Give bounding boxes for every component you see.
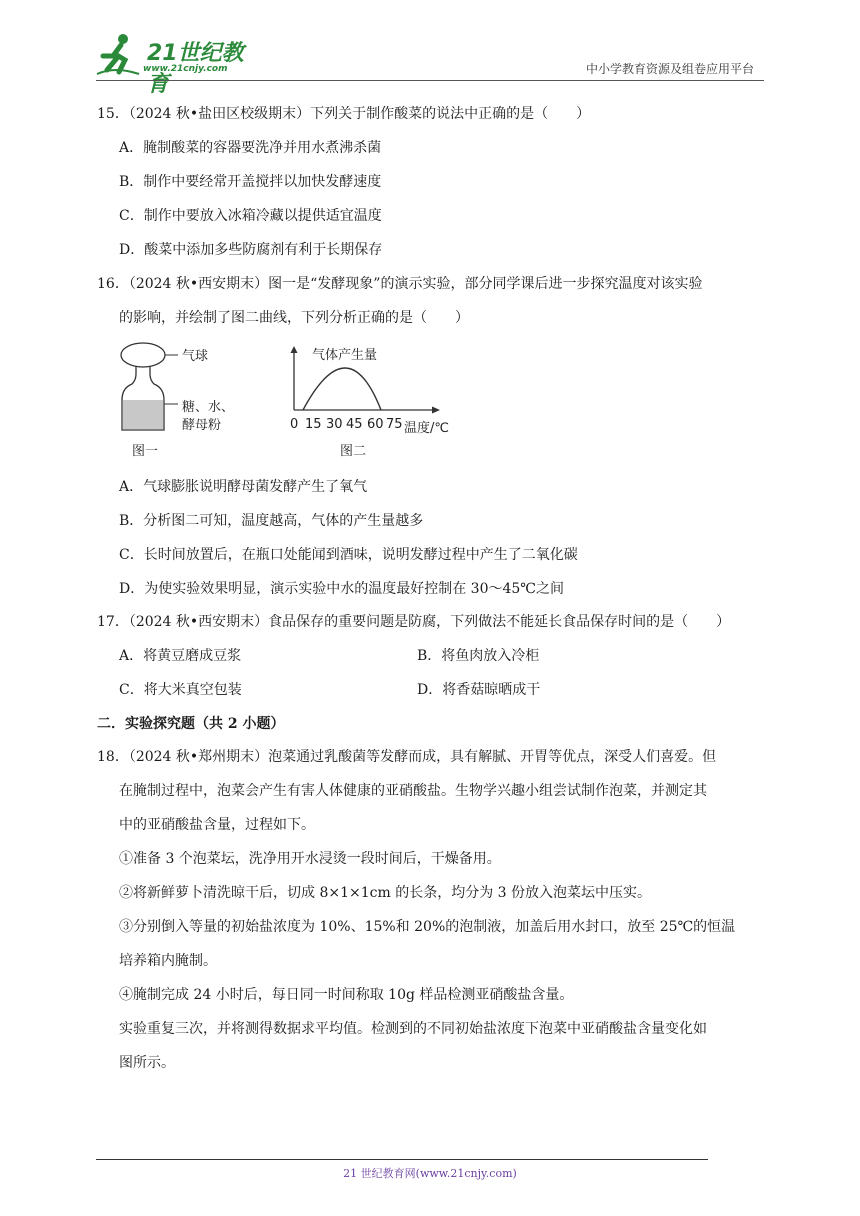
logo-url: www.21cnjy.com xyxy=(143,64,228,74)
q15-option-b: B．制作中要经常开盖搅拌以加快发酵速度 xyxy=(119,174,382,190)
header-platform-text: 中小学教育资源及组卷应用平台 xyxy=(585,62,754,76)
q16-option-a: A．气球膨胀说明酵母菌发酵产生了氧气 xyxy=(119,479,368,495)
x-tick-75: 75 xyxy=(386,417,403,432)
q18-stem-line3: 中的亚硝酸盐含量，过程如下。 xyxy=(119,817,315,833)
footer-text: 21 世纪教育网(www.21cnjy.com) xyxy=(343,1167,517,1180)
q18-stem-line1: 18．（2024 秋•郑州期末）泡菜通过乳酸菌等发酵而成，具有解腻、开胃等优点，深受人们喜爱。但 xyxy=(97,749,717,765)
y-axis-label: 气体产生量 xyxy=(312,348,378,363)
q18-step-1: ①准备 3 个泡菜坛，洗净用开水浸烫一段时间后，干燥备用。 xyxy=(119,851,501,867)
q15-option-d: D．酸菜中添加多些防腐剂有利于长期保存 xyxy=(119,242,383,258)
contents-label-2: 酵母粉 xyxy=(182,418,222,433)
flask-liquid xyxy=(123,400,164,429)
page-header xyxy=(0,0,860,97)
logo-title: 21世纪教育 xyxy=(147,41,244,97)
site-logo xyxy=(95,30,260,97)
x-axis-arrow xyxy=(432,407,440,414)
x-tick-60: 60 xyxy=(367,417,384,432)
gas-curve-chart xyxy=(290,346,449,459)
fig2-caption: 图二 xyxy=(340,444,367,459)
q15-stem: 15．（2024 秋•盐田区校级期末）下列关于制作酸菜的说法中正确的是（ ） xyxy=(97,106,591,122)
q16-stem-line1: 16．（2024 秋•西安期末）图一是“发酵现象”的演示实验，部分同学课后进一步探究温度对该实验 xyxy=(97,276,703,292)
section-heading: 二．实验探究题（共 2 小题） xyxy=(97,716,285,732)
x-tick-30: 30 xyxy=(326,417,343,432)
q18-conclusion-line2: 图所示。 xyxy=(119,1055,175,1071)
y-axis-arrow xyxy=(291,346,298,353)
q16-option-b: B．分析图二可知，温度越高，气体的产生量越多 xyxy=(119,513,424,529)
q17-option-c: C．将大米真空包装 xyxy=(119,682,242,698)
x-tick-15: 15 xyxy=(305,417,322,432)
q16-stem-line2: 的影响，并绘制了图二曲线，下列分析正确的是（ ） xyxy=(119,310,469,326)
q16-option-c: C．长时间放置后，在瓶口处能闻到酒味，说明发酵过程中产生了二氧化碳 xyxy=(119,547,578,563)
q17-stem: 17．（2024 秋•西安期末）食品保存的重要问题是防腐，下列做法不能延长食品保存时间的是（ ） xyxy=(97,614,731,630)
x-tick-0: 0 xyxy=(290,417,299,432)
q16-figure xyxy=(112,338,462,464)
q18-step-3-cont: 培养箱内腌制。 xyxy=(119,953,217,969)
q17-option-a: A．将黄豆磨成豆浆 xyxy=(119,648,242,664)
q17-option-d: D．将香菇晾晒成干 xyxy=(417,682,541,698)
runner-logo-icon xyxy=(95,30,145,80)
q15-option-a: A．腌制酸菜的容器要洗净并用水煮沸杀菌 xyxy=(119,140,382,156)
x-axis-label: 温度/℃ xyxy=(404,421,449,436)
x-tick-45: 45 xyxy=(346,417,363,432)
footer-divider xyxy=(96,1159,708,1160)
q18-conclusion-line1: 实验重复三次，并将测得数据求平均值。检测到的不同初始盐浓度下泡菜中亚硝酸盐含量变化如 xyxy=(119,1021,707,1037)
q18-stem-line2: 在腌制过程中，泡菜会产生有害人体健康的亚硝酸盐。生物学兴趣小组尝试制作泡菜，并测定其 xyxy=(119,783,707,799)
header-divider xyxy=(96,80,764,81)
q18-step-2: ②将新鲜萝卜清洗晾干后，切成 8×1×1cm 的长条，均分为 3 份放入泡菜坛中压实。 xyxy=(119,885,652,901)
q17-option-b: B．将鱼肉放入冷柜 xyxy=(417,648,540,664)
fig1-caption: 图一 xyxy=(132,444,159,459)
q16-option-d: D．为使实验效果明显，演示实验中水的温度最好控制在 30～45℃之间 xyxy=(119,581,564,597)
q18-step-4: ④腌制完成 24 小时后，每日同一时间称取 10g 样品检测亚硝酸盐含量。 xyxy=(119,987,574,1003)
q18-step-3: ③分别倒入等量的初始盐浓度为 10%、15%和 20%的泡制液，加盖后用水封口，放至 25℃的恒温 xyxy=(119,919,736,935)
q15-option-c: C．制作中要放入冰箱冷藏以提供适宜温度 xyxy=(119,208,382,224)
balloon-shape xyxy=(121,343,165,367)
flask-diagram xyxy=(121,343,234,459)
gas-curve xyxy=(303,368,381,410)
contents-label-1: 糖、水、 xyxy=(182,400,235,415)
balloon-label: 气球 xyxy=(182,349,209,364)
